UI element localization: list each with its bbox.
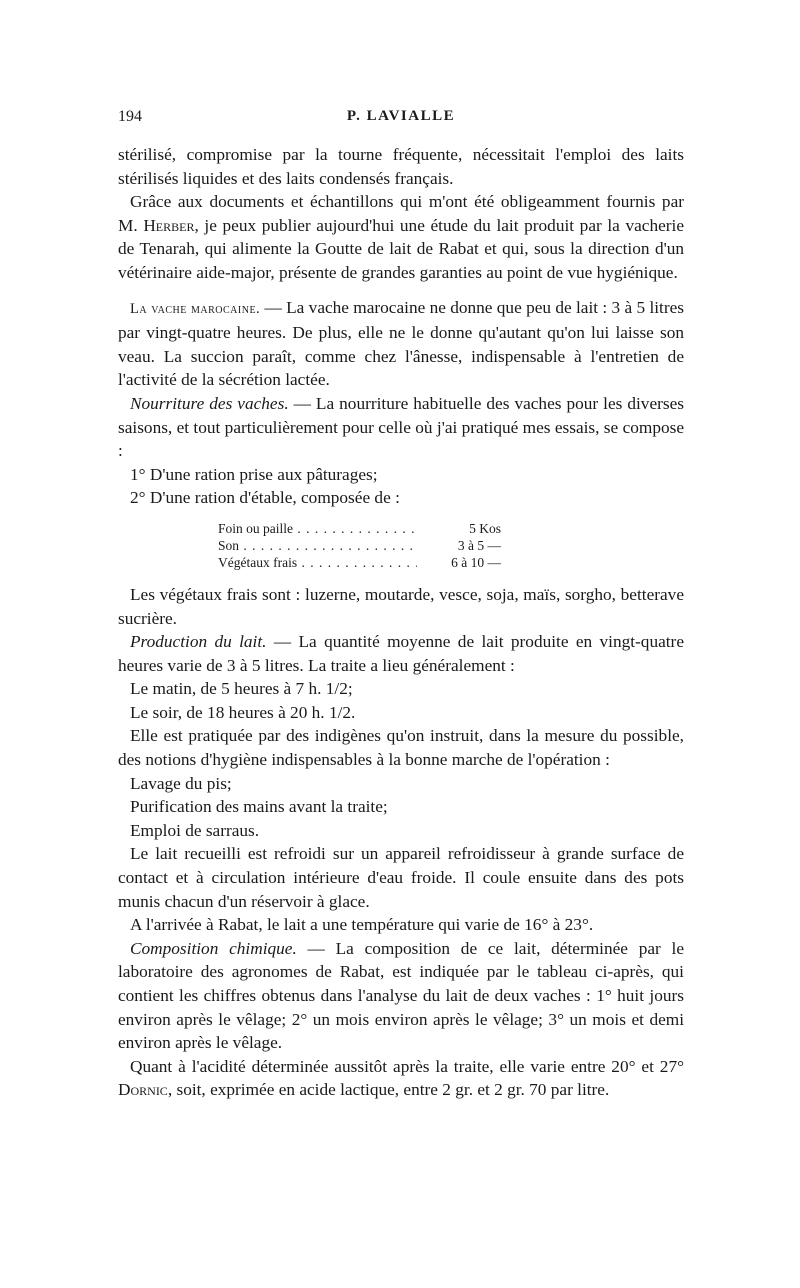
running-header <box>118 108 684 132</box>
table-qty: 6 à 10 — <box>451 554 501 570</box>
table-item: Son . . . <box>218 537 417 554</box>
section-paragraph: Composition chimique. — La composition de ce lait, déterminée par le laboratoire des agronomes de Rabat, est indiquée par le tableau ci-après, qui contient les chiffres obtenus dans l'analyse du lait de deux vaches : 1° huit jours environ après le vêlage; 2° un mois environ après le vêlage; 3° un mois et demi environ après le vêlage. <box>118 938 684 1053</box>
section-paragraph: Production du lait. — La quantité moyenne de lait produite en vingt-quatre heures varie de 3 à 5 litres. La traite a lieu généralement : <box>118 632 684 675</box>
section-lead: La vache marocaine. <box>130 300 261 317</box>
table-item: Végétaux frais . . . <box>218 554 417 571</box>
list-item: Purification des mains avant la traite; <box>130 797 388 817</box>
person-name: Herber <box>143 215 195 235</box>
paragraph: stérilisé, compromise par la tourne fréquente, nécessitait l'emploi des laits stérilisés liquides et des laits condensés français. <box>118 145 684 188</box>
paragraph: Elle est pratiquée par des indigènes qu'on instruit, dans la mesure du possible, des notions d'hygiène indispensables à la bonne marche de l'opération : <box>118 726 684 770</box>
section-paragraph: Nourriture des vaches. — La nourriture habituelle des vaches pour les diverses saisons, et tout particulièrement pour celle où j'ai pratiqué mes essais, se compose : <box>118 393 684 461</box>
list-item: Lavage du pis; <box>130 773 232 793</box>
table-row <box>218 537 501 554</box>
paragraph: Le matin, de 5 heures à 7 h. 1/2; <box>130 679 353 699</box>
section-lead: Composition chimique. <box>130 938 297 958</box>
section-lead: Nourriture des vaches. <box>130 393 289 413</box>
person-name: Dornic <box>118 1080 168 1100</box>
paragraph: A l'arrivée à Rabat, le lait a une température qui varie de 16° à 23°. <box>130 915 594 935</box>
page-number: 194 <box>118 108 142 125</box>
table-item: Foin ou paille . . . <box>218 520 417 537</box>
table-qty: 5 Kos <box>469 520 501 536</box>
ration-table <box>218 520 501 571</box>
table-row <box>218 520 501 537</box>
paragraph: Grâce aux documents et échantillons qui m'ont été obligeamment fournis par M. Herber, je peux publier aujourd'hui une étude du lait produit par la vacherie de Tenarah, qui alimente la Goutte de lait de Rabat et qui, sous la direction d'un vétérinaire aide-major, présente de grandes garanties au point de vue hygiénique. <box>118 192 684 282</box>
list-item: 2° D'une ration d'étable, composée de : <box>130 488 400 508</box>
running-head-author: P. LAVIALLE <box>346 108 456 124</box>
section-paragraph: La vache marocaine. — La vache marocaine ne donne que peu de lait : 3 à 5 litres par vingt-quatre heures. De plus, elle ne le donne qu'autant qu'on lui laisse son veau. La succion paraît, comme chez l'ânesse, indispensable à l'entretien de l'activité de la sécrétion lactée. <box>118 297 685 390</box>
paragraph: Quant à l'acidité déterminée aussitôt après la traite, elle varie entre 20° et 27° Dornic, soit, exprimée en acide lactique, entre 2 gr. et 2 gr. 70 par litre. <box>118 1056 684 1100</box>
list-item: Emploi de sarraus. <box>130 820 260 840</box>
table-row <box>218 554 501 571</box>
paragraph: Le soir, de 18 heures à 20 h. 1/2. <box>130 702 356 722</box>
paragraph: Les végétaux frais sont : luzerne, moutarde, vesce, soja, maïs, sorgho, betterave sucrière. <box>118 584 684 628</box>
body-text <box>118 143 684 1102</box>
table-qty: 3 à 5 — <box>457 537 501 553</box>
paragraph: Le lait recueilli est refroidi sur un appareil refroidisseur à grande surface de contact et à circulation intérieure d'eau froide. Il coule ensuite dans des pots munis chacun d'un réservoir à glace. <box>118 844 684 911</box>
section-lead: Production du lait. <box>130 632 267 652</box>
list-item: 1° D'une ration prise aux pâturages; <box>130 464 378 484</box>
